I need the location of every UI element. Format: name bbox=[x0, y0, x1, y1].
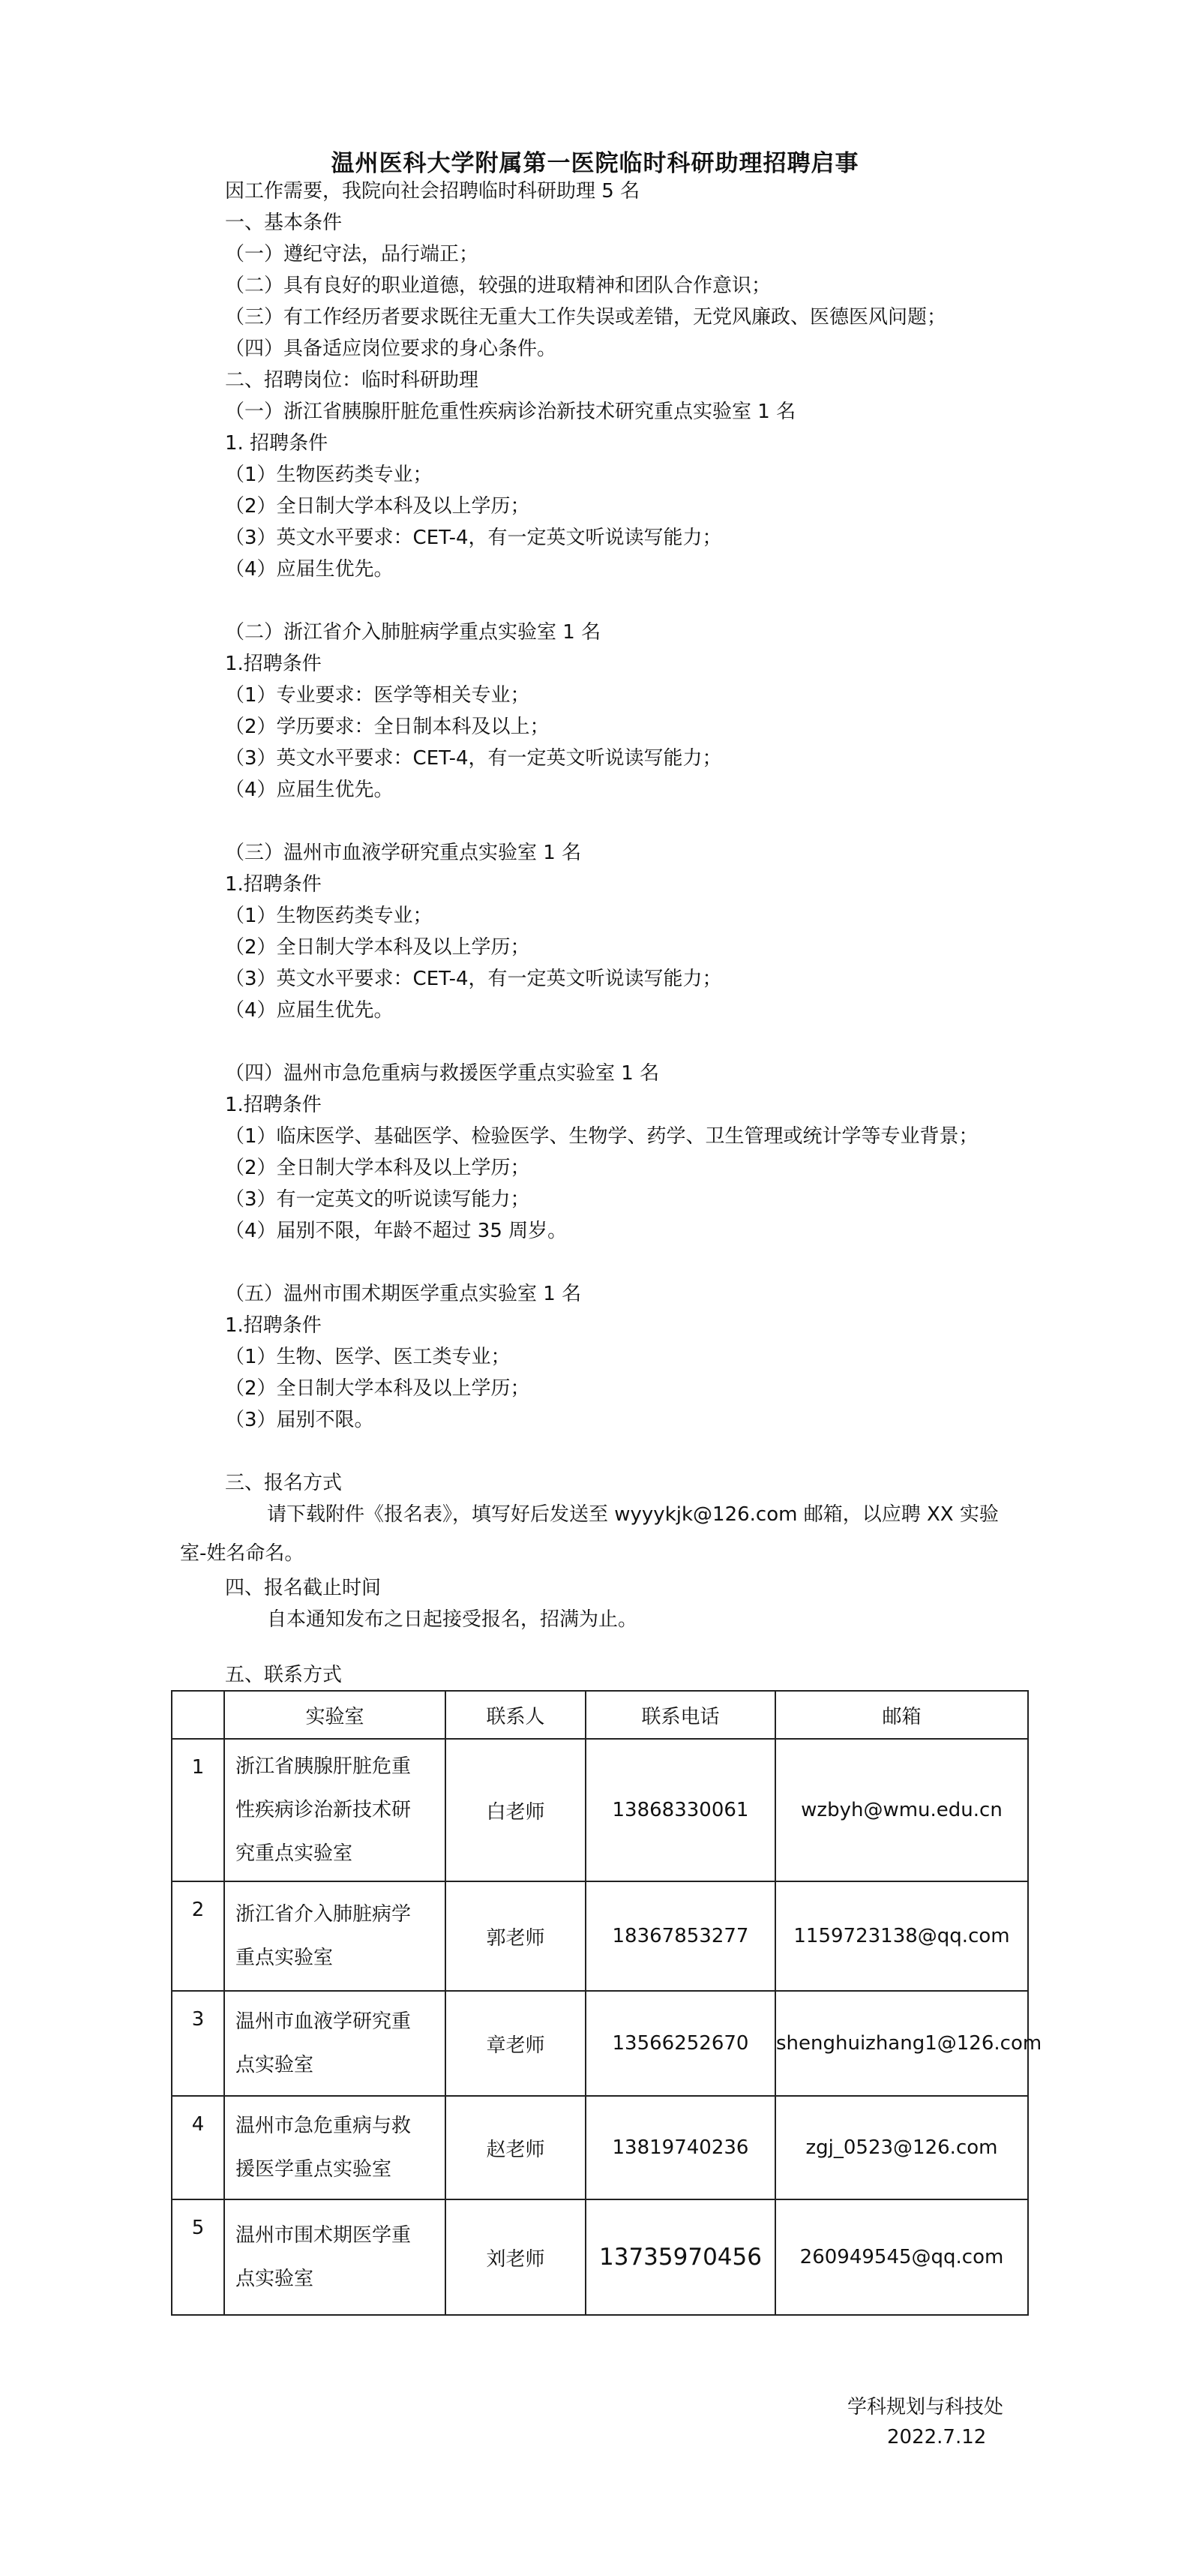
contact-person: 赵老师 bbox=[445, 2096, 586, 2199]
section-heading-contact: 五、联系方式 bbox=[225, 1664, 343, 1686]
lab-condition-item: （1）生物医药类专业； bbox=[225, 905, 433, 927]
lab-cell bbox=[224, 1881, 445, 1991]
table-row bbox=[172, 1739, 1028, 1881]
row-number: 3 bbox=[172, 1991, 224, 2096]
lab-cell bbox=[224, 1739, 445, 1881]
contact-email: 260949545@qq.com bbox=[775, 2199, 1028, 2315]
lab-cell-line: 究重点实验室 bbox=[235, 1842, 353, 1865]
column-header: 实验室 bbox=[224, 1691, 445, 1739]
lab-cell-line: 温州市急危重病与救 bbox=[235, 2115, 412, 2137]
lab-cell-line: 浙江省胰腺肝脏危重 bbox=[235, 1755, 412, 1778]
row-number: 4 bbox=[172, 2096, 224, 2199]
lab-name: （五）温州市围术期医学重点实验室 1 名 bbox=[225, 1283, 582, 1305]
contact-email: wzbyh@wmu.edu.cn bbox=[775, 1739, 1028, 1881]
lab-condition-item: （1）生物、医学、医工类专业； bbox=[225, 1346, 511, 1368]
lab-condition-item: （3）英文水平要求：CET-4，有一定英文听说读写能力； bbox=[225, 747, 722, 770]
lab-condition-item: （3）英文水平要求：CET-4，有一定英文听说读写能力； bbox=[225, 527, 722, 549]
lab-condition-item: （4）应届生优先。 bbox=[225, 779, 394, 801]
lab-condition-item: （2）全日制大学本科及以上学历； bbox=[225, 936, 530, 959]
section-heading-basic: 一、基本条件 bbox=[225, 212, 343, 234]
lab-cell-line: 温州市围术期医学重 bbox=[235, 2224, 412, 2247]
contact-phone: 18367853277 bbox=[586, 1881, 775, 1991]
contact-table bbox=[171, 1690, 1042, 2316]
section-heading-deadline: 四、报名截止时间 bbox=[225, 1577, 382, 1599]
lab-condition-item: （4）应届生优先。 bbox=[225, 558, 394, 581]
apply-text: 请下载附件《报名表》，填写好后发送至 wyyykjk@126.com 邮箱，以应聘 XX 实验 bbox=[267, 1503, 999, 1526]
column-header: 邮箱 bbox=[775, 1691, 1028, 1739]
row-number: 2 bbox=[172, 1881, 224, 1991]
lab-name: （三）温州市血液学研究重点实验室 1 名 bbox=[225, 842, 582, 864]
contact-phone: 13735970456 bbox=[586, 2199, 775, 2315]
contact-email: zgj_0523@126.com bbox=[775, 2096, 1028, 2199]
lab-cell-line: 点实验室 bbox=[235, 2268, 314, 2290]
lab-condition-item: （1）专业要求：医学等相关专业； bbox=[225, 684, 530, 707]
lab-cell-line: 重点实验室 bbox=[235, 1947, 334, 1969]
lab-condition-item: （4）届别不限，年龄不超过 35 周岁。 bbox=[225, 1220, 568, 1242]
row-number: 5 bbox=[172, 2199, 224, 2315]
lab-condition-item: （1）临床医学、基础医学、检验医学、生物学、药学、卫生管理或统计学等专业背景； bbox=[225, 1125, 979, 1148]
lab-name: （二）浙江省介入肺脏病学重点实验室 1 名 bbox=[225, 621, 601, 644]
lab-condition-heading: 1.招聘条件 bbox=[225, 873, 322, 896]
lab-condition-item: （4）应届生优先。 bbox=[225, 999, 394, 1022]
contact-phone: 13868330061 bbox=[586, 1739, 775, 1881]
lab-condition-heading: 1.招聘条件 bbox=[225, 1314, 322, 1337]
table-row bbox=[172, 1991, 1028, 2096]
issuing-department: 学科规划与科技处 bbox=[847, 2396, 1004, 2418]
lab-cell-line: 浙江省介入肺脏病学 bbox=[235, 1903, 412, 1926]
lab-condition-item: （2）全日制大学本科及以上学历； bbox=[225, 1157, 530, 1179]
lab-condition-item: （1）生物医药类专业； bbox=[225, 464, 433, 486]
lab-condition-item: （2）全日制大学本科及以上学历； bbox=[225, 495, 530, 518]
deadline-text: 自本通知发布之日起接受报名，招满为止。 bbox=[267, 1608, 638, 1631]
contact-phone: 13819740236 bbox=[586, 2096, 775, 2199]
lab-cell-line: 援医学重点实验室 bbox=[235, 2158, 392, 2181]
column-header bbox=[172, 1691, 224, 1739]
section-heading-position: 二、招聘岗位：临时科研助理 bbox=[225, 369, 479, 392]
basic-item: （一）遵纪守法，品行端正； bbox=[225, 243, 479, 266]
contact-email: 1159723138@qq.com bbox=[775, 1881, 1028, 1991]
lab-name: （一）浙江省胰腺肝脏危重性疾病诊治新技术研究重点实验室 1 名 bbox=[225, 401, 796, 423]
contact-person: 郭老师 bbox=[445, 1881, 586, 1991]
contact-person: 白老师 bbox=[445, 1739, 586, 1881]
basic-item: （四）具备适应岗位要求的身心条件。 bbox=[225, 338, 557, 360]
lab-cell bbox=[224, 2096, 445, 2199]
lab-condition-heading: 1.招聘条件 bbox=[225, 653, 322, 675]
row-number: 1 bbox=[172, 1739, 224, 1881]
contact-person: 刘老师 bbox=[445, 2199, 586, 2315]
page-title: 温州医科大学附属第一医院临时科研助理招聘启事 bbox=[331, 150, 859, 177]
lab-condition-heading: 1.招聘条件 bbox=[225, 1094, 322, 1116]
section-heading-apply: 三、报名方式 bbox=[225, 1472, 343, 1494]
intro-text: 因工作需要，我院向社会招聘临时科研助理 5 名 bbox=[225, 180, 640, 203]
lab-condition-item: （3）有一定英文的听说读写能力； bbox=[225, 1188, 530, 1211]
basic-item: （三）有工作经历者要求既往无重大工作失误或差错，无党风廉政、医德医风问题； bbox=[225, 306, 947, 329]
lab-condition-item: （3）英文水平要求：CET-4，有一定英文听说读写能力； bbox=[225, 968, 722, 990]
lab-condition-item: （2）全日制大学本科及以上学历； bbox=[225, 1377, 530, 1400]
table-row bbox=[172, 2096, 1028, 2199]
lab-cell-line: 点实验室 bbox=[235, 2054, 314, 2076]
lab-condition-item: （3）届别不限。 bbox=[225, 1409, 374, 1431]
apply-text-continued: 室-姓名命名。 bbox=[180, 1542, 304, 1565]
lab-condition-heading: 1. 招聘条件 bbox=[225, 432, 328, 455]
lab-cell bbox=[224, 2199, 445, 2315]
column-header: 联系人 bbox=[445, 1691, 586, 1739]
basic-item: （二）具有良好的职业道德，较强的进取精神和团队合作意识； bbox=[225, 275, 772, 297]
table-row bbox=[172, 1881, 1028, 1991]
lab-cell-line: 温州市血液学研究重 bbox=[235, 2010, 412, 2033]
table-header-row bbox=[172, 1691, 1028, 1739]
column-header: 联系电话 bbox=[586, 1691, 775, 1739]
contact-email: shenghuizhang1@126.com bbox=[775, 1991, 1028, 2096]
lab-name: （四）温州市急危重病与救援医学重点实验室 1 名 bbox=[225, 1062, 660, 1085]
lab-cell bbox=[224, 1991, 445, 2096]
table-row bbox=[172, 2199, 1028, 2315]
contact-person: 章老师 bbox=[445, 1991, 586, 2096]
lab-condition-item: （2）学历要求：全日制本科及以上； bbox=[225, 716, 550, 738]
contact-phone: 13566252670 bbox=[586, 1991, 775, 2096]
lab-cell-line: 性疾病诊治新技术研 bbox=[235, 1799, 412, 1821]
issue-date: 2022.7.12 bbox=[887, 2426, 987, 2448]
